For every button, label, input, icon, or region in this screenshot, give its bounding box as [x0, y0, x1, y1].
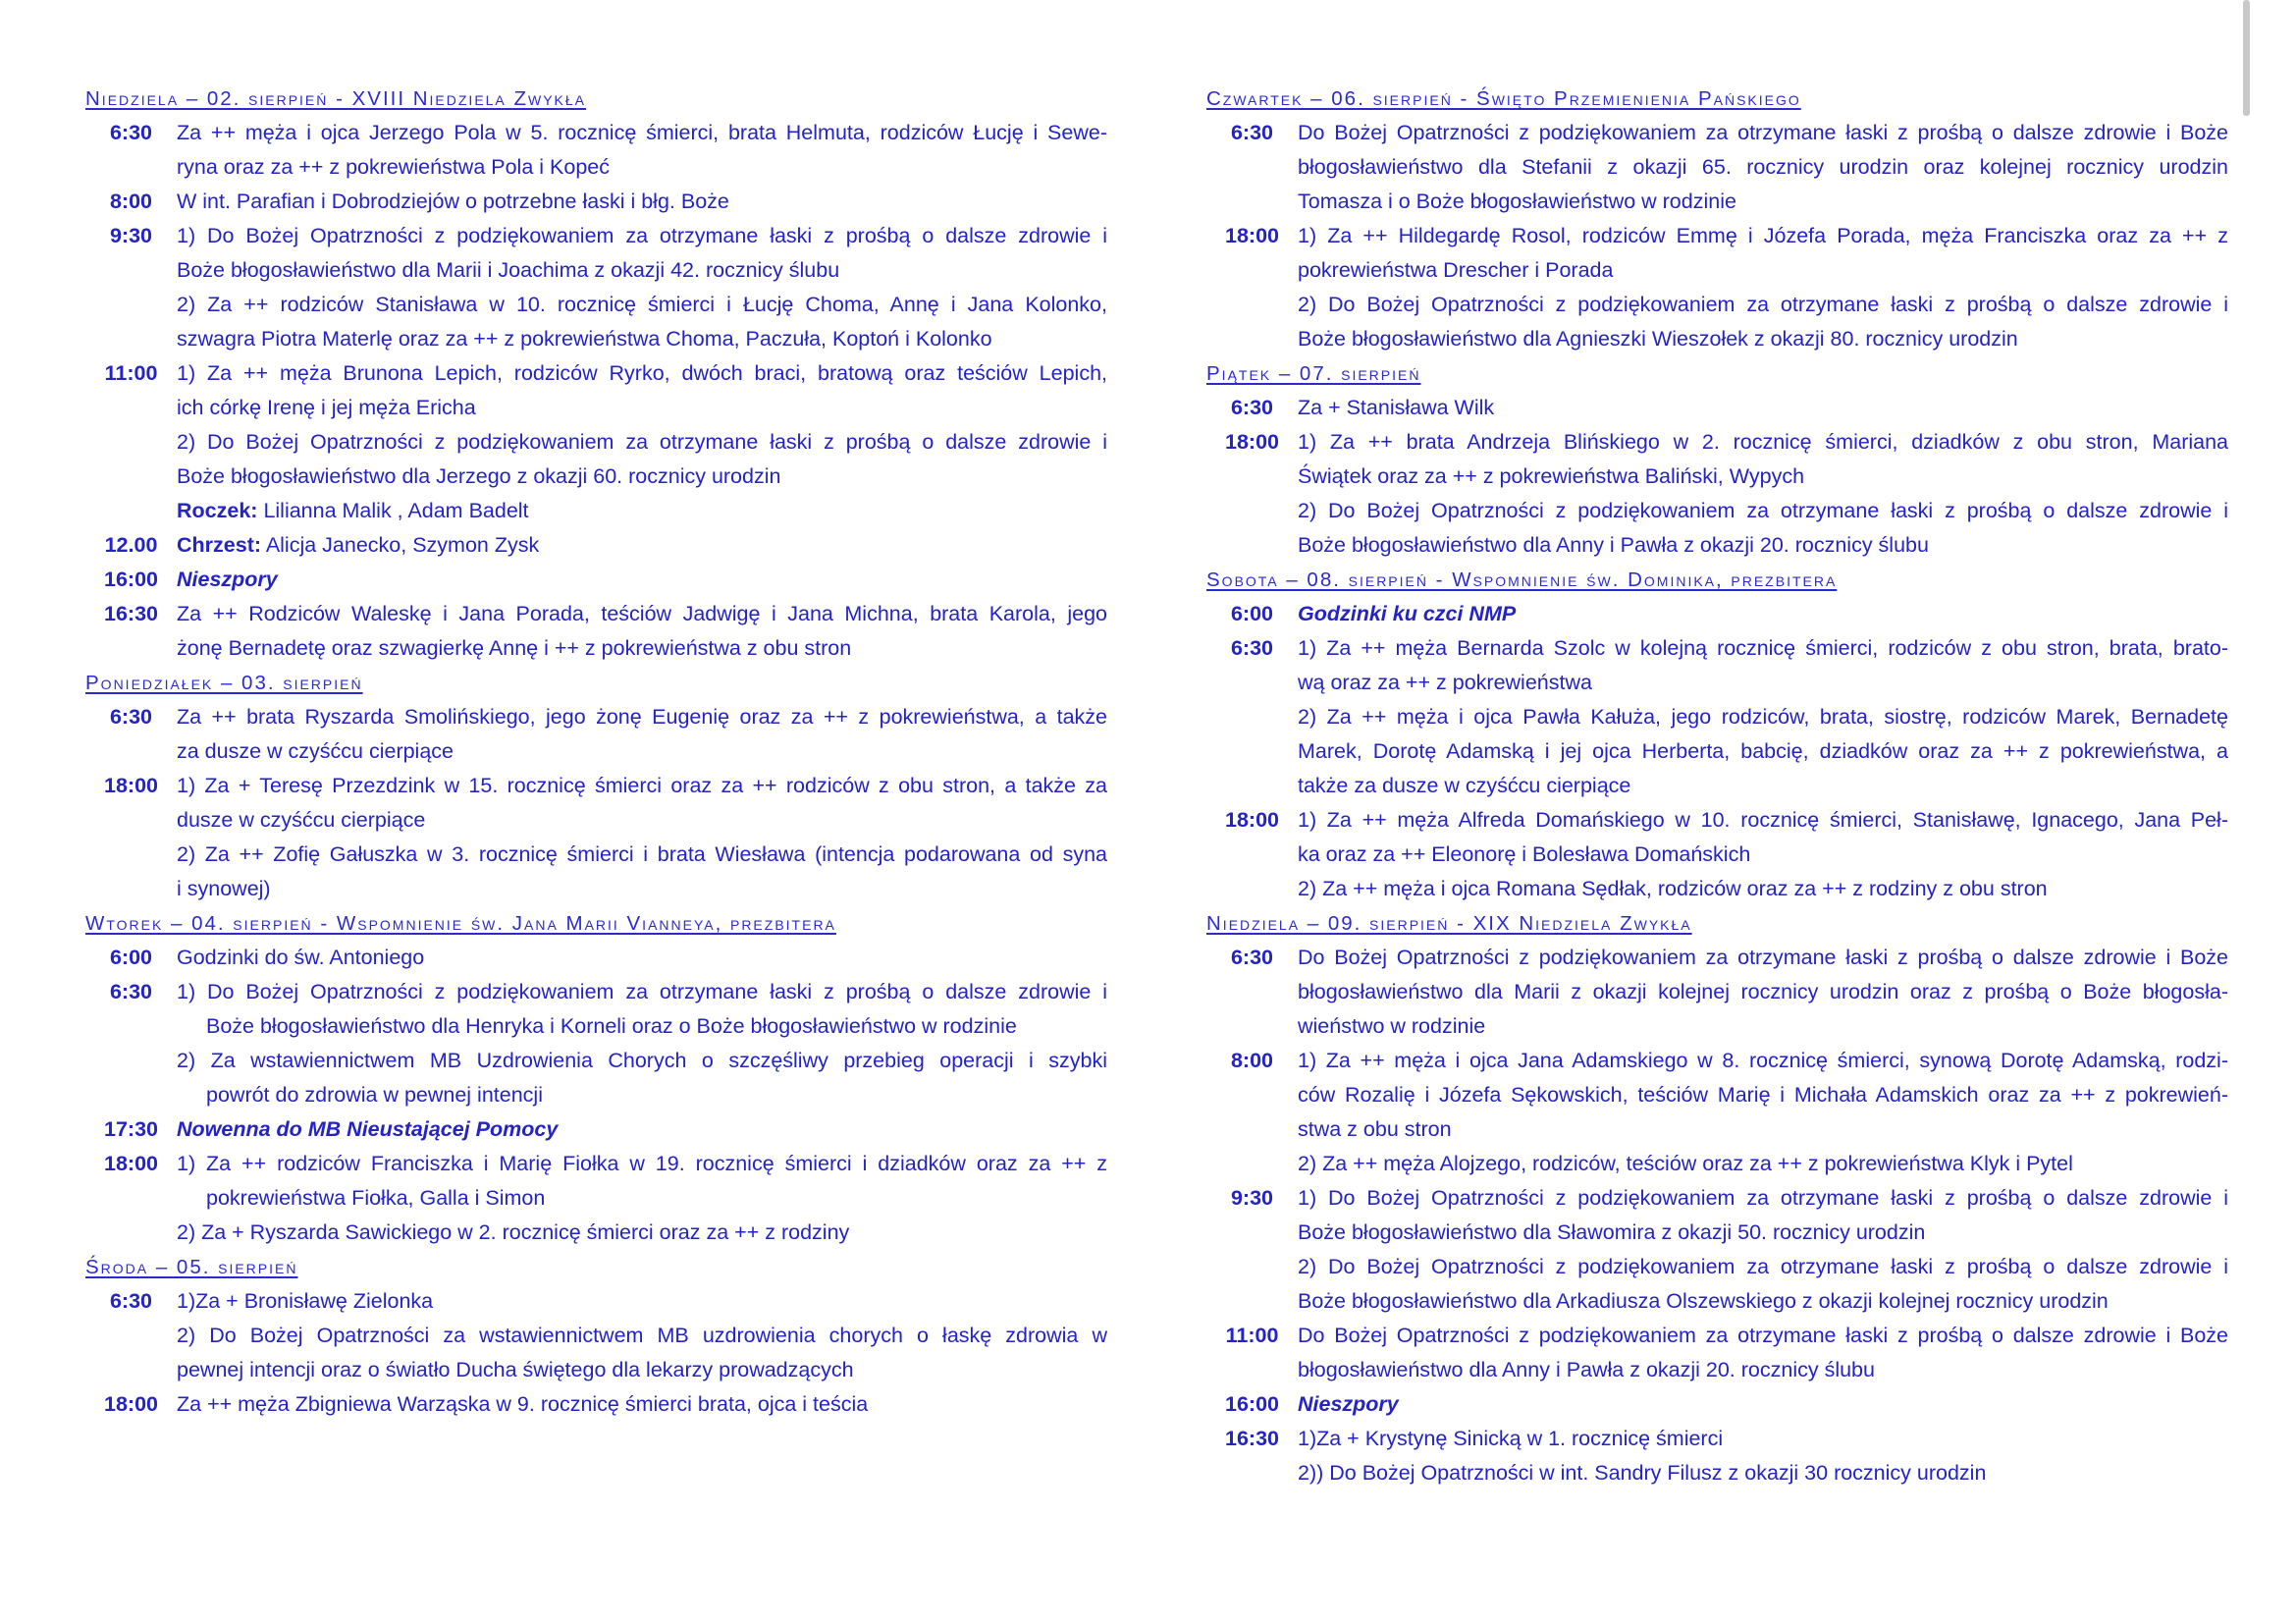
intention-line: 1) Za ++ rodziców Franciszka i Marię Fiołka w 19. rocznicę śmierci i dziadków oraz za ++ z	[177, 1152, 1107, 1175]
day-section	[85, 666, 1107, 906]
intention-line: Do Bożej Opatrzności z podziękowaniem za otrzymane łaski z prośbą o dalsze zdrowie i Boże	[1298, 946, 2228, 969]
mass-entry	[85, 356, 1107, 528]
intention-line: ka oraz za ++ Eleonorę i Bolesława Domańskich	[1298, 842, 1751, 866]
mass-entry	[85, 563, 1107, 597]
mass-time: 9:30	[1230, 1186, 1274, 1210]
intention-line: pokrewieństwa Fiołka, Galla i Simon	[206, 1186, 546, 1210]
intention-line: dusze w czyśćcu cierpiące	[177, 808, 426, 832]
intention-line: 2)) Do Bożej Opatrzności w int. Sandry Filusz z okazji 30 rocznicy urodzin	[1298, 1461, 1987, 1485]
intention-line: 1) Za ++ męża Alfreda Domańskiego w 10. rocznicę śmierci, Stanisławę, Ignacego, Jana Peł-	[1298, 808, 2228, 832]
intention-line: stwa z obu stron	[1298, 1117, 1452, 1141]
intention-line: pokrewieństwa Drescher i Porada	[1298, 258, 1614, 282]
mass-time: 6:00	[109, 946, 153, 969]
intention-line: 1) Do Bożej Opatrzności z podziękowaniem za otrzymane łaski z prośbą o dalsze zdrowie i	[1298, 1186, 2228, 1210]
mass-time: 6:30	[1230, 946, 1274, 969]
intention-line: 2) Do Bożej Opatrzności za wstawiennictwem MB uzdrowienia chorych o łaskę zdrowia w	[177, 1324, 1107, 1347]
day-header: Sobota – 08. sierpień - Wspomnienie św. Dominika, prezbitera	[1206, 568, 1838, 591]
mass-time: 18:00	[104, 1392, 158, 1416]
mass-entry	[1206, 391, 2228, 425]
intention-line: 2) Do Bożej Opatrzności z podziękowaniem za otrzymane łaski z prośbą o dalsze zdrowie i	[1298, 293, 2228, 316]
mass-entry	[85, 1147, 1107, 1250]
day-header: Środa – 05. sierpień	[85, 1256, 298, 1278]
mass-entry	[1206, 1422, 2228, 1490]
intention-line: 1)Za + Bronisławę Zielonka	[177, 1289, 434, 1313]
right-column	[1206, 81, 2228, 1490]
intention-line: żonę Bernadetę oraz szwagierkę Annę i ++ z pokrewieństwa z obu stron	[177, 636, 852, 660]
intention-line: 2) Za ++ męża Alojzego, rodziców, teściów oraz za ++ z pokrewieństwa Klyk i Pytel	[1298, 1152, 2073, 1175]
mass-entry	[1206, 1319, 2228, 1387]
intention-line: 2) Za wstawiennictwem MB Uzdrowienia Chorych o szczęśliwy przebieg operacji i szybki	[177, 1049, 1107, 1072]
mass-time: 6:30	[1230, 636, 1274, 660]
left-column	[85, 81, 1107, 1422]
mass-time: 6:30	[109, 980, 153, 1003]
day-header: Niedziela – 09. sierpień - XIX Niedziela Zwykła	[1206, 912, 1692, 935]
intention-line: błogosławieństwo dla Marii z okazji kolejnej rocznicy urodzin oraz z prośbą o Boże błogosła-	[1298, 980, 2228, 1003]
intention-line: Za ++ Rodziców Waleskę i Jana Porada, teściów Jadwigę i Jana Michna, brata Karola, jego	[177, 602, 1107, 625]
intention-line: Boże błogosławieństwo dla Sławomira z okazji 50. rocznicy urodzin	[1298, 1220, 1926, 1244]
event-label: Chrzest:	[177, 533, 262, 557]
mass-time: 6:30	[109, 1289, 153, 1313]
mass-time: 18:00	[104, 774, 158, 797]
intention-line: 1) Za ++ męża Bernarda Szolc w kolejną rocznicę śmierci, rodziców z obu stron, brata, brato-	[1298, 636, 2228, 660]
intention-line: ryna oraz za ++ z pokrewieństwa Pola i Kopeć	[177, 155, 610, 179]
intention-line: 1) Za ++ Hildegardę Rosol, rodziców Emmę i Józefa Porada, męża Franciszka oraz za ++ z	[1298, 224, 2228, 247]
intention-line: 2) Za + Ryszarda Sawickiego w 2. rocznicę śmierci oraz za ++ z rodziny	[177, 1220, 850, 1244]
intention-line: 2) Za ++ Zofię Gałuszka w 3. rocznicę śmierci i brata Wiesława (intencja podarowana od syna	[177, 842, 1107, 866]
intention-line: Do Bożej Opatrzności z podziękowaniem za otrzymane łaski z prośbą o dalsze zdrowie i Boże	[1298, 121, 2228, 144]
mass-time: 17:30	[104, 1117, 158, 1141]
mass-entry	[1206, 425, 2228, 563]
intention-line: Boże błogosławieństwo dla Jerzego z okazji 60. rocznicy urodzin	[177, 464, 781, 488]
intention-line: pewnej intencji oraz o światło Ducha świętego dla lekarzy prowadzących	[177, 1358, 854, 1381]
day-section	[1206, 356, 2228, 563]
intention-line: Boże błogosławieństwo dla Agnieszki Wieszołek z okazji 80. rocznicy urodzin	[1298, 327, 2018, 351]
day-header: Niedziela – 02. sierpień - XVIII Niedziela Zwykła	[85, 87, 587, 110]
mass-entry	[85, 700, 1107, 769]
event-names: Alicja Janecko, Szymon Zysk	[265, 533, 540, 557]
mass-entry	[85, 597, 1107, 666]
intention-line: błogosławieństwo dla Stefanii z okazji 65. rocznicy urodzin oraz kolejnej rocznicy urodzin	[1298, 155, 2228, 179]
intention-line: Świątek oraz za ++ z pokrewieństwa Baliński, Wypych	[1298, 464, 1805, 488]
mass-entry	[1206, 116, 2228, 219]
intention-line: 1) Za ++ brata Andrzeja Blińskiego w 2. rocznicę śmierci, dziadków z obu stron, Mariana	[1298, 430, 2228, 454]
intention-line: Za ++ brata Ryszarda Smolińskiego, jego żonę Eugenię oraz za ++ z pokrewieństwa, a także	[177, 705, 1107, 729]
intention-line: błogosławieństwo dla Anny i Pawła z okazji 20. rocznicy ślubu	[1298, 1358, 1875, 1381]
mass-time: 11:00	[104, 361, 158, 385]
day-section	[1206, 563, 2228, 906]
intention-line: 1) Za ++ męża i ojca Jana Adamskiego w 8. rocznicę śmierci, synową Dorotę Adamską, rodzi-	[1298, 1049, 2228, 1072]
intention-line: Do Bożej Opatrzności z podziękowaniem za otrzymane łaski z prośbą o dalsze zdrowie i Boże	[1298, 1324, 2228, 1347]
day-header: Wtorek – 04. sierpień - Wspomnienie św. Jana Marii Vianneya, prezbitera	[85, 912, 836, 935]
mass-entry	[85, 528, 1107, 563]
mass-time: 16:00	[1225, 1392, 1279, 1416]
mass-time: 9:30	[109, 224, 153, 247]
event-names: Lilianna Malik , Adam Badelt	[263, 499, 529, 522]
intention-line: 1)Za + Krystynę Sinicką w 1. rocznicę śmierci	[1298, 1427, 1724, 1450]
mass-time: 16:00	[104, 568, 158, 591]
intention-line: 2) Za ++ męża i ojca Romana Sędłak, rodziców oraz za ++ z rodziny z obu stron	[1298, 877, 2048, 900]
day-section	[85, 1250, 1107, 1422]
mass-entry	[85, 1387, 1107, 1422]
day-section	[1206, 906, 2228, 1490]
mass-entry	[85, 116, 1107, 185]
intention-line: za dusze w czyśćcu cierpiące	[177, 739, 454, 763]
intention-line: Boże błogosławieństwo dla Marii i Joachima z okazji 42. rocznicy ślubu	[177, 258, 840, 282]
mass-time: 18:00	[1225, 808, 1279, 832]
service-name: Nieszpory	[1298, 1392, 1399, 1416]
mass-time: 18:00	[1225, 224, 1279, 247]
intention-line: ców Rozalię i Józefa Sękowskich, teściów Marię i Michała Adamskich oraz za ++ z pokrewień-	[1298, 1083, 2228, 1107]
mass-time: 6:30	[1230, 121, 1274, 144]
day-section	[85, 81, 1107, 666]
intention-line: Za ++ męża i ojca Jerzego Pola w 5. rocznicę śmierci, brata Helmuta, rodziców Łucję i Sewe-	[177, 121, 1107, 144]
mass-time: 6:30	[109, 705, 153, 729]
service-name: Nieszpory	[177, 568, 278, 591]
day-section	[85, 906, 1107, 1250]
intention-line: Za + Stanisława Wilk	[1298, 396, 1495, 419]
mass-entry	[1206, 631, 2228, 803]
mass-time: 18:00	[104, 1152, 158, 1175]
intention-line	[177, 528, 1107, 563]
intention-line: Tomasza i o Boże błogosławieństwo w rodzinie	[1298, 189, 1736, 213]
intention-line: 2) Do Bożej Opatrzności z podziękowaniem za otrzymane łaski z prośbą o dalsze zdrowie i	[1298, 1255, 2228, 1278]
service-name: Godzinki ku czci NMP	[1298, 602, 1517, 625]
mass-time: 8:00	[109, 189, 153, 213]
day-header: Piątek – 07. sierpień	[1206, 362, 1421, 385]
mass-entry	[85, 941, 1107, 975]
intention-line: Godzinki do św. Antoniego	[177, 946, 425, 969]
intention-line: Marek, Dorotę Adamską i jej ojca Herberta, babcię, dziadków oraz za ++ z pokrewieństwa, a	[1298, 739, 2228, 763]
intention-line: 1) Do Bożej Opatrzności z podziękowaniem za otrzymane łaski z prośbą o dalsze zdrowie i	[177, 224, 1107, 247]
scrollbar-thumb[interactable]	[2243, 0, 2250, 116]
day-section	[1206, 81, 2228, 356]
mass-entry	[85, 1112, 1107, 1147]
intention-line: wieństwo w rodzinie	[1298, 1014, 1486, 1038]
intention-line: 2) Do Bożej Opatrzności z podziękowaniem za otrzymane łaski z prośbą o dalsze zdrowie i	[1298, 499, 2228, 522]
mass-entry	[1206, 941, 2228, 1044]
mass-entry	[85, 975, 1107, 1112]
day-header: Poniedziałek – 03. sierpień	[85, 672, 363, 694]
mass-time: 8:00	[1230, 1049, 1274, 1072]
mass-entry	[1206, 597, 2228, 631]
mass-time: 6:00	[1230, 602, 1274, 625]
intention-line: 2) Za ++ rodziców Stanisława w 10. rocznicę śmierci i Łucję Choma, Annę i Jana Kolonko,	[177, 293, 1107, 316]
intention-line: Boże błogosławieństwo dla Henryka i Korneli oraz o Boże błogosławieństwo w rodzinie	[206, 1014, 1017, 1038]
mass-time: 18:00	[1225, 430, 1279, 454]
mass-entry	[1206, 219, 2228, 356]
intention-line: powrót do zdrowia w pewnej intencji	[206, 1083, 543, 1107]
mass-time: 16:30	[104, 602, 158, 625]
intention-line: Za ++ męża Zbigniewa Warząska w 9. rocznicę śmierci brata, ojca i teścia	[177, 1392, 869, 1416]
mass-entry	[85, 769, 1107, 906]
mass-time: 16:30	[1225, 1427, 1279, 1450]
mass-time: 11:00	[1225, 1324, 1279, 1347]
intention-line: ich córkę Irenę i jej męża Ericha	[177, 396, 476, 419]
mass-entry	[85, 219, 1107, 356]
intention-line	[177, 494, 1107, 528]
intention-line: Boże błogosławieństwo dla Anny i Pawła z okazji 20. rocznicy ślubu	[1298, 533, 1929, 557]
intention-line: W int. Parafian i Dobrodziejów o potrzebne łaski i błg. Boże	[177, 189, 729, 213]
day-header: Czwartek – 06. sierpień - Święto Przemienienia Pańskiego	[1206, 87, 1801, 110]
intention-line: Boże błogosławieństwo dla Arkadiusza Olszewskiego z okazji kolejnej rocznicy urodzin	[1298, 1289, 2109, 1313]
intention-line: wą oraz za ++ z pokrewieństwa	[1298, 671, 1592, 694]
service-name: Nowenna do MB Nieustającej Pomocy	[177, 1117, 559, 1141]
mass-entry	[1206, 1387, 2228, 1422]
mass-entry	[1206, 1181, 2228, 1319]
mass-time: 6:30	[1230, 396, 1274, 419]
intention-line: 2) Do Bożej Opatrzności z podziękowaniem za otrzymane łaski z prośbą o dalsze zdrowie i	[177, 430, 1107, 454]
mass-entry	[1206, 1044, 2228, 1181]
intention-line: szwagra Piotra Materlę oraz za ++ z pokrewieństwa Choma, Paczuła, Koptoń i Kolonko	[177, 327, 992, 351]
mass-time: 12.00	[104, 533, 158, 557]
event-label: Roczek:	[177, 499, 258, 522]
intention-line: i synowej)	[177, 877, 271, 900]
intention-line: 1) Do Bożej Opatrzności z podziękowaniem za otrzymane łaski z prośbą o dalsze zdrowie i	[177, 980, 1107, 1003]
intention-line: także za dusze w czyśćcu cierpiące	[1298, 774, 1631, 797]
intention-line: 1) Za + Teresę Przezdzink w 15. rocznicę śmierci oraz za ++ rodziców z obu stron, a także za	[177, 774, 1107, 797]
mass-entry	[85, 185, 1107, 219]
mass-entry	[85, 1284, 1107, 1387]
mass-entry	[1206, 803, 2228, 906]
intention-line: 1) Za ++ męża Brunona Lepich, rodziców Ryrko, dwóch braci, bratową oraz teściów Lepich,	[177, 361, 1107, 385]
intention-line: 2) Za ++ męża i ojca Pawła Kałuża, jego rodziców, brata, siostrę, rodziców Marek, Bernadetę	[1298, 705, 2228, 729]
mass-time: 6:30	[109, 121, 153, 144]
